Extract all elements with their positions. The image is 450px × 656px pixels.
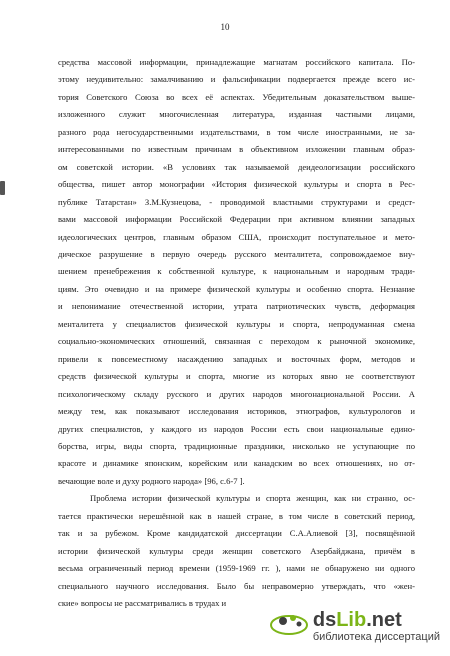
text-line: публике Татарстан» З.М.Кузнецова, - проводимой властными структурами и средст- [58, 196, 415, 207]
text-line: специального научного исследования. Было бы неправомерно утверждать, что «жен- [58, 580, 415, 591]
text-line: шением пренебрежения к собственной культуре, к национальным и народным тради- [58, 266, 415, 277]
watermark-site-lib: Lib [336, 609, 367, 631]
watermark-site-ds: ds [312, 609, 337, 631]
text-line: ские» вопросы не рассматривались в трудах и [58, 598, 227, 609]
text-line: циям. Это очевидно и на примере физической культуры и особенно спорта. Незнание [58, 283, 415, 294]
text-line: красоте и динамике японским, корейским или канадским во всех отношениях, но от- [58, 458, 415, 469]
text-line: привели к повсеместному насаждению западных и восточных форм, методов и [58, 353, 415, 364]
text-line: средств физической культуры и спорта, многие из которых явно не соответствуют [58, 371, 415, 382]
text-line: изложенного служит многочисленная литература, изданная частными лицами, [58, 109, 415, 120]
margin-mark [0, 181, 5, 195]
text-line: общества, пишет автор монографии «История физической культуры и спорта в Рес- [58, 179, 415, 190]
text-line: истории физической культуры среди женщин советского Азербайджана, причём в [58, 545, 415, 556]
text-line: менталитета у специалистов физической культуры и спорта, непродуманная смена [58, 318, 415, 329]
watermark-tagline: библиотека диссертаций [312, 631, 440, 643]
text-line: дическое разрушение в первую очередь русского менталитета, сопровождаемое вну- [58, 248, 415, 259]
text-line: этому неудивительно: замалчиванию и фальсификации подвергается прежде всего ис- [58, 74, 415, 85]
body-text [58, 54, 415, 613]
text-line: других специалистов, у каждого из народов России есть свои национальные едино- [58, 423, 415, 434]
text-line: психологическому складу русского и других народов многонациональной России. А [58, 388, 415, 399]
text-line: ом советской истории. «В условиях так называемой деидеологизации российского [58, 161, 415, 172]
text-line: борства, игры, виды спорта, традиционные праздники, нисколько не уступающие по [58, 440, 415, 451]
dslib-logo-icon [269, 609, 309, 637]
watermark-site-net: .net [366, 609, 402, 631]
page-number: 10 [220, 22, 230, 32]
text-line: так и за рубежом. Кроме кандидатской диссертации С.А.Алиевой [3], посвящённой [58, 528, 415, 539]
text-line: весьма ограниченный период времени (1959-1969 гг. ), нами не обнаружено ни одного [58, 563, 415, 574]
text-line: идеологических центров, главным образом США, происходит поступательное и мето- [58, 231, 415, 242]
text-line: и непонимание отечественной истории, утрата патриотических чувств, деформация [58, 301, 415, 312]
text-line: вами массовой информации Российской Федерации при активном влиянии западных [58, 214, 415, 225]
text-line: тория Советского Союза во всех её аспектах. Убедительным доказательством выше- [58, 91, 415, 102]
text-line: социально-экономических отношений, связанная с переходом к рыночной экономике, [58, 336, 415, 347]
text-line: тается практически нерешённой как в нашей стране, в том числе в советский период, [58, 510, 415, 521]
watermark-site [313, 609, 440, 631]
text-line: средства массовой информации, принадлежащие магнатам российского капитала. По- [58, 57, 415, 67]
text-line: вечающие воле и духу родного народа» [96, с.6-7 ]. [58, 475, 245, 486]
text-line: между тем, как показывают исследования историков, этнографов, культурологов и [58, 406, 415, 417]
watermark [269, 609, 440, 644]
watermark-text [313, 609, 440, 644]
text-line: интересованными по известным причинам в объективном изложении главным образ- [58, 144, 415, 155]
text-line: Проблема истории физической культуры и спорта женщин, как ни странно, ос- [90, 493, 415, 504]
text-line: разного рода негосударственными издательствами, в том числе иностранными, не за- [58, 126, 415, 137]
